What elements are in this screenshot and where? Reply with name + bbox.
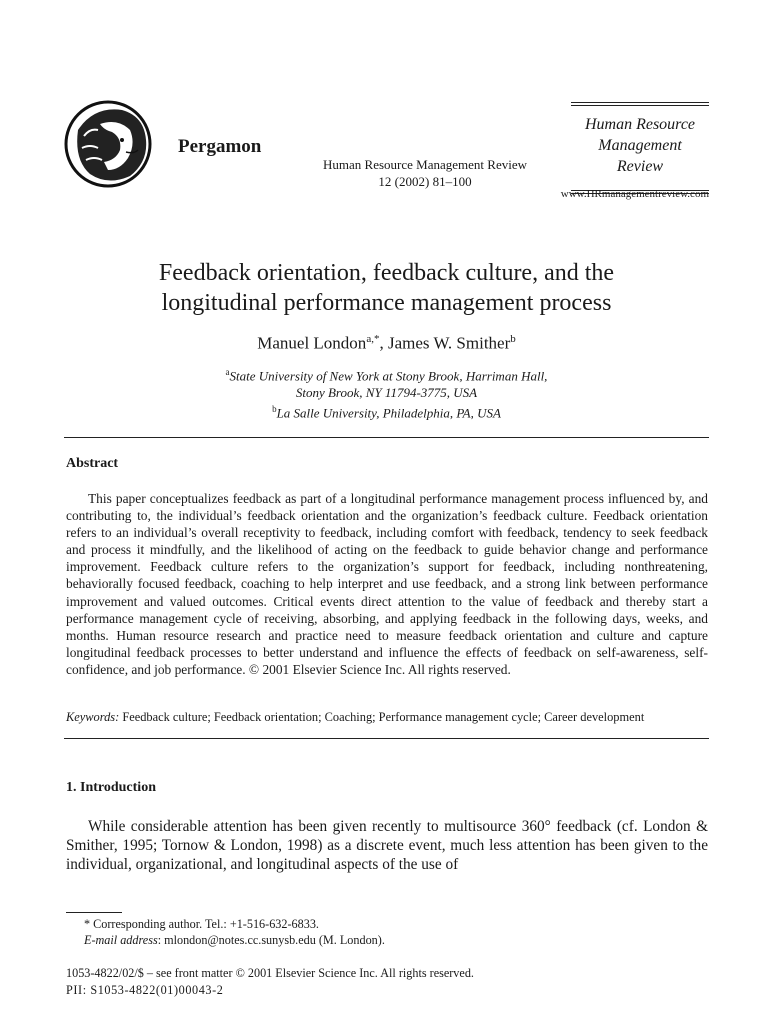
article-title <box>64 258 709 318</box>
divider-bottom <box>64 738 709 739</box>
author-separator: , <box>379 333 388 353</box>
divider-top <box>64 437 709 438</box>
section-body: While considerable attention has been given recently to multisource 360° feedback (cf. London & Smither, 1995; Tornow & London, 1998) as a discrete event, much less attention has been given to the individual, organizational, and longitudinal aspects of the use of <box>66 818 708 873</box>
masthead-line: Review <box>616 158 664 175</box>
keywords-label: Keywords: <box>66 710 120 724</box>
affiliation-line: $^a$State University of New York at Stony Brook, Harriman Hall, <box>225 367 548 384</box>
affiliation-mark: b <box>272 404 277 415</box>
keywords-list: Feedback culture; Feedback orientation; Coaching; Performance management cycle; Career development <box>122 710 645 724</box>
copyright-line: 1053-4822/02/$ – see front matter © 2001 Elsevier Science Inc. All rights reserved. <box>66 966 474 980</box>
author-name: Manuel London <box>257 333 367 353</box>
title-line: longitudinal performance management process <box>161 290 612 316</box>
pii-line: PII: S1053-4822(01)00043-2 <box>66 983 224 997</box>
abstract-body: This paper conceptualizes feedback as part of a longitudinal performance management process influenced by, and contributing to, the individual’s feedback orientation and the organization’s feedback culture. Feedback orientation refers to an individual’s overall receptivity to feedback, including comfort with feedback, tendency to seek feedback and process it mindfully, and the likelihood of acting on the feedback to guide behavior change and performance improvement. Feedback culture refers to the organization’s support for feedback, including nonthreatening, behaviorally focused feedback, coaching to help interpret and use feedback, and a strong link between performance improvement and valued outcomes. Critical events direct attention to the value of feedback and thereby start a performance management cycle of receiving, absorbing, and applying feedback in the following days, weeks, and months. Human resource research and practice need to measure feedback orientation and culture and capture longitudinal feedback processes to better understand and influence the effects of feedback on self-awareness, self-confidence, and job performance. © 2001 Elsevier Science Inc. All rights reserved. <box>66 491 708 677</box>
affiliations <box>64 364 709 422</box>
masthead-line: Human Resource <box>584 116 696 133</box>
affiliation-mark: a <box>225 367 230 377</box>
author-name: James W. Smither <box>387 333 511 353</box>
volume-pages: 12 (2002) 81–100 <box>378 174 472 189</box>
journal-masthead-title <box>571 114 709 177</box>
footnote-divider <box>66 912 122 913</box>
journal-website-link[interactable]: www.HRmanagementreview.com <box>560 188 709 200</box>
footnote-corresponding-author: * Corresponding author. Tel.: +1-516-632-6833. <box>84 917 319 931</box>
email-address[interactable]: : mlondon@notes.cc.sunysb.edu (M. London). <box>157 933 385 947</box>
author-list <box>64 333 709 354</box>
journal-name: Human Resource Management Review <box>323 157 527 172</box>
affiliation-line: Stony Brook, NY 11794-3775, USA <box>295 385 478 401</box>
author-affiliation-mark: a,* <box>366 333 380 345</box>
journal-masthead-box <box>571 102 709 194</box>
footnote-email <box>84 933 385 948</box>
masthead-line: Management <box>598 137 682 154</box>
abstract-heading: Abstract <box>66 456 119 471</box>
author-affiliation-mark: b <box>510 333 516 345</box>
affiliation-line: $^b$La Salle University, Philadelphia, PA, USA <box>272 404 501 421</box>
email-label: E-mail address <box>84 933 158 947</box>
title-line: Feedback orientation, feedback culture, and the <box>158 260 615 286</box>
section-heading: 1. Introduction <box>66 780 156 795</box>
elsevier-logo-icon <box>64 100 170 188</box>
publisher-name: Pergamon <box>178 136 262 157</box>
journal-citation <box>260 156 590 190</box>
keywords <box>66 710 708 725</box>
